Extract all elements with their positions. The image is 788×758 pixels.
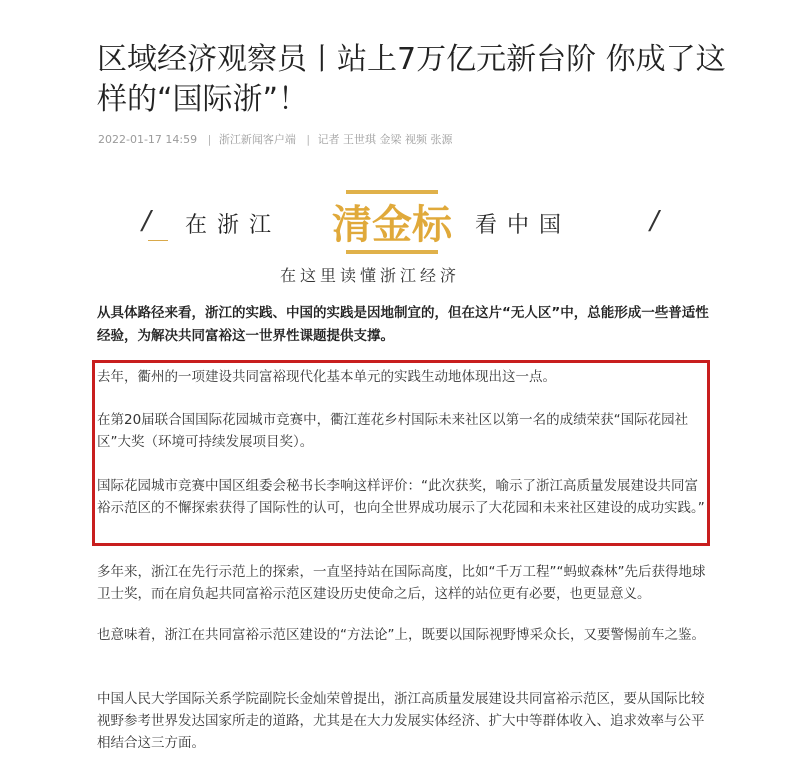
banner-slogan-right: 看中国 bbox=[475, 213, 572, 238]
highlight-paragraph: 国际花园城市竞赛中国区组委会秘书长李响这样评价：“此次获奖，喻示了浙江高质量发展建设共同富裕示范区的不懈探索获得了国际性的认可，也向全世界成功展示了大花园和未来社区建设的成功实践。” bbox=[97, 478, 705, 516]
lead-paragraph: 从具体路径来看，浙江的实践、中国的实践是因地制宜的，但在这片“无人区”中，总能形成一些普适性经验，为解决共同富裕这一世界性课题提供支撑。 bbox=[97, 305, 709, 344]
banner-subline: 在这里读懂浙江经济 bbox=[280, 266, 461, 285]
column-logo bbox=[332, 186, 452, 258]
article-title: 区域经济观察员丨站上7万亿元新台阶 你成了这样的“国际浙”！ bbox=[97, 42, 726, 117]
author-credits: 记者 王世琪 金梁 视频 张源 bbox=[317, 133, 453, 146]
banner-slash-left: / bbox=[142, 206, 151, 236]
body-paragraph: 中国人民大学国际关系学院副院长金灿荣曾提出，浙江高质量发展建设共同富裕示范区，要从国际比较视野参考世界发达国家所走的道路，尤其是在大力发展实体经济、扩大中等群体收入、追求效率与公平相结合这三方面。 bbox=[97, 691, 705, 751]
meta-separator: | bbox=[207, 133, 212, 146]
source-link[interactable]: 浙江新闻客户端 bbox=[218, 133, 296, 146]
banner-line-left bbox=[148, 240, 168, 241]
highlight-paragraph: 在第20届联合国国际花园城市竞赛中，衢江莲花乡村国际未来社区以第一名的成绩荣获“国际花园社区”大奖（环境可持续发展项目奖）。 bbox=[97, 412, 689, 450]
banner-slogan-left: 在浙江 bbox=[185, 213, 282, 238]
publish-datetime: 2022-01-17 14:59 bbox=[98, 133, 198, 146]
meta-separator: | bbox=[306, 133, 311, 146]
body-paragraph: 多年来，浙江在先行示范上的探索，一直坚持站在国际高度，比如“千万工程”“蚂蚁森林”先后获得地球卫士奖，而在肩负起共同富裕示范区建设历史使命之后，这样的站位更有必要，也更显意义。 bbox=[97, 564, 706, 602]
body-paragraph: 也意味着，浙江在共同富裕示范区建设的“方法论”上，既要以国际视野博采众长，又要警惕前车之鉴。 bbox=[97, 627, 705, 643]
logo-text: 清金标 bbox=[332, 202, 452, 248]
highlight-paragraph: 去年，衢州的一项建设共同富裕现代化基本单元的实践生动地体现出这一点。 bbox=[97, 369, 556, 385]
column-banner bbox=[130, 178, 670, 288]
article-meta bbox=[98, 131, 456, 147]
banner-slash-right: / bbox=[650, 206, 659, 236]
